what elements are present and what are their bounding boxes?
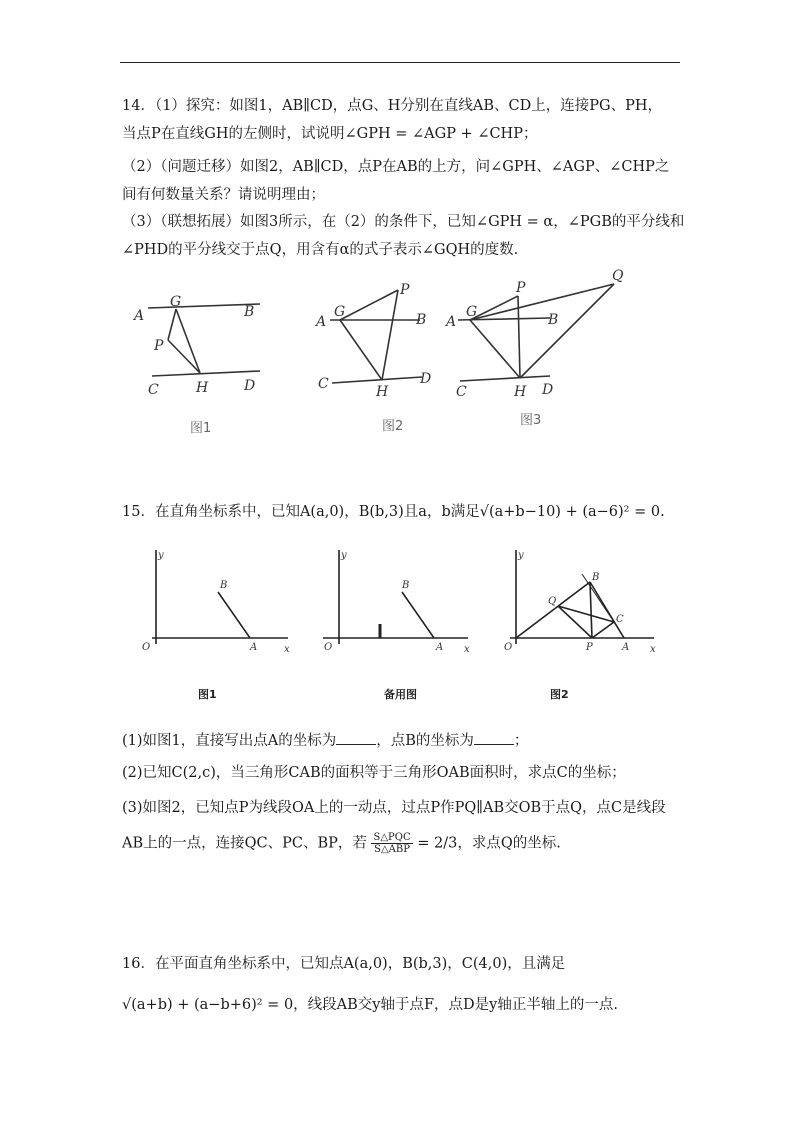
q14-line-4: 间有何数量关系？请说明理由； [122, 187, 325, 203]
fig2-label-c: C [616, 614, 624, 625]
fig2-caption: 图2 [382, 419, 404, 434]
fig1-seg-ab [218, 592, 250, 638]
fig2-label-p: P [400, 282, 410, 298]
q14-line-6: ∠PHD的平分线交于点Q，用含有α的式子表示∠GQH的度数. [122, 242, 519, 258]
fig2-seg-bp [590, 582, 592, 638]
q15-part-3: (3)如图2，已知点P为线段OA上的一动点，过点P作PQ∥AB交OB于点Q，点C是线段 [122, 800, 666, 816]
fig2-label-a: A [316, 314, 327, 330]
fig1-seg-gh [176, 309, 200, 373]
fig1-seg-ph [168, 340, 200, 373]
fig3-label-g: G [466, 304, 478, 320]
fig1-label-b: B [220, 580, 228, 591]
fig1-label-h: H [196, 380, 209, 396]
q15-part-1a: (1)如图1，直接写出点A的坐标为 [122, 733, 337, 749]
fig2-caption: 图2 [550, 688, 569, 701]
fig2-label-c: C [318, 376, 329, 392]
fig1-label-c: C [148, 382, 159, 398]
spare-seg-ab [402, 592, 434, 638]
header-rule [120, 62, 680, 63]
spare-label-b: B [402, 580, 410, 591]
fig1-label-a: A [250, 642, 258, 653]
frac-numerator: S△PQC [373, 832, 411, 843]
fig2-label-g: G [334, 304, 346, 320]
fig2-label-y: y [518, 550, 524, 561]
q16-line-2: √(a+b) + (a−b+6)² = 0，线段AB交y轴于点F，点D是y轴正半轴上的一点. [122, 997, 618, 1013]
fig2-aux-2 [558, 582, 590, 606]
fig1-label-b: B [244, 304, 255, 320]
fig3-seg-gq [470, 284, 614, 320]
fig2-label-d: D [420, 371, 432, 387]
fig1-caption: 图1 [198, 688, 217, 701]
spare-label-x: x [464, 644, 470, 655]
q14-line-5: （3）（联想拓展）如图3所示，在（2）的条件下，已知∠GPH = α，∠PGB的平分线和 [122, 214, 685, 230]
fig2-line-cd [332, 377, 422, 383]
q15-part-4a: AB上的一点，连接QC、PC、BP，若 [122, 835, 367, 852]
fig2-seg-pc [592, 622, 614, 638]
fig3-label-c: C [456, 384, 467, 400]
q14-line-1: 14．（1）探究：如图1，AB∥CD，点G、H分别在直线AB、CD上，连接PG、PH， [122, 98, 663, 114]
fig2-seg-ab [590, 582, 624, 638]
fig1-label-p: P [154, 338, 164, 354]
q15-part-2: (2)已知C(2,c)，当三角形CAB的面积等于三角形OAB面积时，求点C的坐标； [122, 765, 626, 781]
fig2-label-q: Q [548, 596, 557, 607]
fig3-caption: 图3 [520, 413, 542, 428]
fig3-seg-gp [470, 296, 518, 320]
fig2-seg-gp [340, 290, 398, 320]
q14-line-3: （2）（问题迁移）如图2，AB∥CD，点P在AB的上方，问∠GPH、∠AGP、∠CHP之 [122, 159, 670, 175]
q15-part-4 [122, 832, 561, 855]
q15-part-1b: ，点B的坐标为 [376, 733, 474, 749]
fig3-label-a: A [446, 314, 457, 330]
q15-part-4b: = 2/3，求点Q的坐标. [417, 835, 561, 852]
fig2-label-x: x [650, 644, 656, 655]
spare-label-a: A [436, 642, 444, 653]
fig1-label-g: G [170, 294, 182, 310]
fig1-label-o: O [142, 642, 151, 653]
q15-part-1c: ； [513, 733, 529, 749]
q15-area-fraction [371, 832, 412, 855]
fig2-label-a: A [622, 642, 630, 653]
q15-figures [138, 548, 678, 708]
fig1-seg-gp [168, 309, 176, 340]
fig3-label-d: D [542, 382, 554, 398]
fig2-label-p: P [586, 642, 593, 653]
fig2-label-b: B [592, 572, 600, 583]
fig2-label-h: H [376, 384, 389, 400]
fig3-line-cd [460, 376, 550, 381]
q15-answer-blank-a[interactable] [336, 730, 376, 745]
q15-line-1: 15．在直角坐标系中，已知A(a,0)，B(b,3)且a，b满足√(a+b−10) + (a−6)² = 0. [122, 504, 665, 520]
q14-figures [120, 268, 640, 443]
fig1-caption: 图1 [190, 421, 212, 436]
fig1-label-d: D [244, 378, 256, 394]
fig2-label-b: B [416, 312, 427, 328]
q16-line-1: 16．在平面直角坐标系中，已知点A(a,0)，B(b,3)，C(4,0)，且满足 [122, 956, 566, 972]
fig3-label-p: P [516, 280, 526, 296]
fig3-label-b: B [548, 312, 559, 328]
q15-part-1 [122, 730, 528, 751]
frac-denominator: S△ABP [374, 844, 410, 855]
spare-label-y: y [341, 550, 347, 561]
fig2-seg-gh [340, 320, 382, 380]
fig3-label-h: H [514, 384, 527, 400]
spare-label-o: O [324, 642, 333, 653]
fig3-seg-qh [520, 284, 614, 378]
fig1-label-y: y [158, 550, 164, 561]
fig2-seg-ph [382, 290, 398, 380]
fig1-line-cd [152, 371, 260, 376]
fig1-label-a: A [134, 308, 145, 324]
q15-answer-blank-b[interactable] [474, 730, 514, 745]
fig3-seg-gh [470, 320, 520, 378]
q14-line-2: 当点P在直线GH的左侧时，试说明∠GPH = ∠AGP + ∠CHP； [122, 126, 538, 142]
fig1-label-x: x [284, 644, 290, 655]
fig2-label-o: O [504, 642, 513, 653]
fig3-label-q: Q [612, 268, 624, 284]
spare-caption: 备用图 [384, 688, 417, 701]
